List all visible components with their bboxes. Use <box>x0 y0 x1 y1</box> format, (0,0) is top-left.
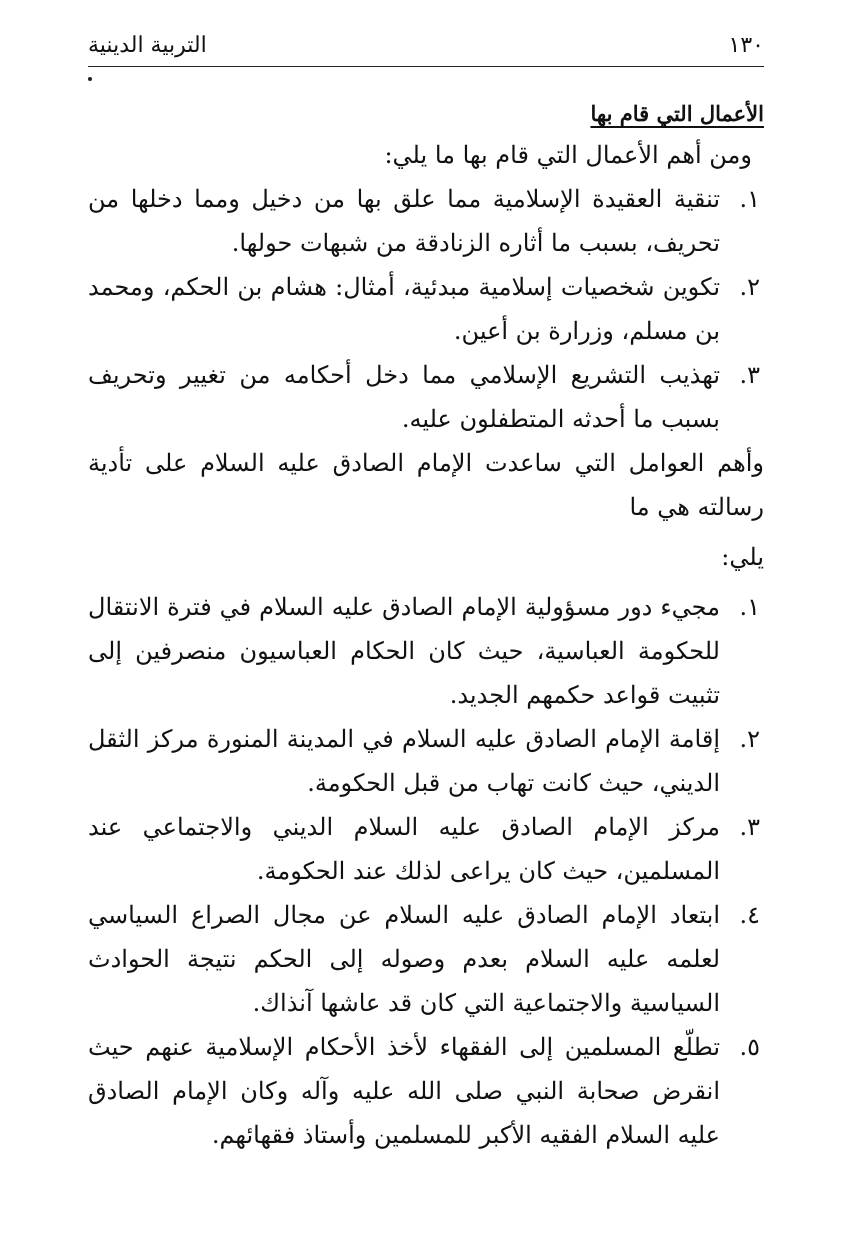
running-title: التربية الدينية <box>88 33 207 58</box>
list-item <box>88 805 764 893</box>
list-text: تهذيب التشريع الإسلامي مما دخل أحكامه من تغيير وتحريف بسبب ما أحدثه المتطفلون عليه. <box>88 361 720 433</box>
list-text: إقامة الإمام الصادق عليه السلام في المدينة المنورة مركز الثقل الديني، حيث كانت تهاب من قبل الحكومة. <box>88 725 720 797</box>
factors-intro-continue: يلي: <box>721 543 764 571</box>
list-item <box>88 893 764 1025</box>
list-item <box>88 585 764 717</box>
list-item <box>88 177 764 265</box>
list-item <box>88 717 764 805</box>
list-number: ١. <box>739 593 760 621</box>
list-text: تطلّع المسلمين إلى الفقهاء لأخذ الأحكام الإسلامية عنهم حيث انقرض صحابة النبي صلى الله عليه وآله وكان الإمام الصادق عليه السلام الفقيه الأكبر للمسلمين وأستاذ فقهائهم. <box>88 1033 720 1149</box>
list-text: تكوين شخصيات إسلامية مبدئية، أمثال: هشام بن الحكم، ومحمد بن مسلم، وزرارة بن أعين. <box>88 273 720 345</box>
list-item <box>88 353 764 441</box>
list-number: ٢. <box>739 725 760 753</box>
list-number: ٣. <box>739 361 760 389</box>
document-page <box>88 28 764 1157</box>
list-item <box>88 265 764 353</box>
list-number: ٤. <box>739 901 760 929</box>
running-header <box>88 28 764 67</box>
section-heading: الأعمال التي قام بها <box>590 101 764 126</box>
factors-intro: وأهم العوامل التي ساعدت الإمام الصادق عليه السلام على تأدية رسالته هي ما <box>88 449 764 521</box>
list-item <box>88 1025 764 1157</box>
page-number: ١٣٠ <box>728 33 764 58</box>
works-list <box>88 177 764 441</box>
list-number: ٢. <box>739 273 760 301</box>
header-dot <box>88 77 92 81</box>
list-text: مركز الإمام الصادق عليه السلام الديني والاجتماعي عند المسلمين، حيث كان يراعى لذلك عند الحكومة. <box>88 813 720 885</box>
list-text: تنقية العقيدة الإسلامية مما علق بها من دخيل ومما دخلها من تحريف، بسبب ما أثاره الزنادقة من شبهات حولها. <box>88 185 720 257</box>
list-number: ٣. <box>739 813 760 841</box>
list-text: ابتعاد الإمام الصادق عليه السلام عن مجال الصراع السياسي لعلمه عليه السلام بعدم وصوله إلى الحكم نتيجة الحوادث السياسية والاجتماعية التي كان قد عاشها آنذاك. <box>88 901 720 1017</box>
list-number: ١. <box>739 185 760 213</box>
factors-list <box>88 585 764 1157</box>
section-intro: ومن أهم الأعمال التي قام بها ما يلي: <box>384 141 752 169</box>
list-text: مجيء دور مسؤولية الإمام الصادق عليه السلام في فترة الانتقال للحكومة العباسية، حيث كان الحكام العباسيون منصرفين إلى تثبيت قواعد حكمهم الجديد. <box>88 593 720 709</box>
list-number: ٥. <box>739 1033 760 1061</box>
